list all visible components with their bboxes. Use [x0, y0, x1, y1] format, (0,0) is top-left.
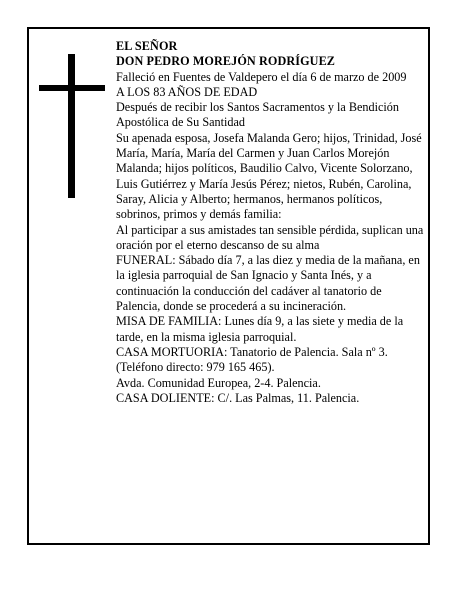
cross-vertical-bar [68, 54, 75, 198]
mortuary-details: CASA MORTUORIA: Tanatorio de Palencia. Sala nº 3. (Teléfono directo: 979 165 465). [116, 344, 388, 375]
obituary-text [116, 39, 428, 406]
age-line: A LOS 83 AÑOS DE EDAD [116, 84, 258, 99]
sacraments-line: Después de recibir los Santos Sacramentos y la Bendición Apostólica de Su Santidad [116, 100, 399, 130]
deceased-name: DON PEDRO MOREJÓN RODRÍGUEZ [116, 54, 336, 69]
cross-horizontal-bar [39, 85, 105, 91]
family-list: Su apenada esposa, Josefa Malanda Gero; hijos, Trinidad, José María, María, María del Carmen y Juan Carlos Morejón Malanda; hijos políticos, Baudilio Calvo, Vicente Solorzano, Luis Gutiérrez y María Jesús Pérez; nietos, Rubén, Carolina, Saray, Alicia y Alberto; hermanos, hermanos políticos, sobrinos, primos y demás familia: [116, 130, 422, 222]
residence-details: CASA DOLIENTE: C/. Las Palmas, 11. Palencia. [116, 390, 360, 405]
prayer-request: Al participar a sus amistades tan sensible pérdida, suplican una oración por el eterno descanso de su alma [116, 222, 424, 252]
funeral-details: FUNERAL: Sábado día 7, a las diez y media de la mañana, en la iglesia parroquial de San Ignacio y Santa Inés, y a continuación la conducción del cadáver al tanatorio de Palencia, donde se procederá a su incineración. [116, 253, 420, 314]
latin-cross-icon [39, 54, 105, 198]
family-mass-details: MISA DE FAMILIA: Lunes día 9, a las siete y media de la tarde, en la misma iglesia parroquial. [116, 314, 404, 344]
obituary-notice [27, 27, 430, 545]
mortuary-address: Avda. Comunidad Europea, 2-4. Palencia. [116, 375, 321, 390]
death-notice: Falleció en Fuentes de Valdepero el día 6 de marzo de 2009 [116, 69, 407, 84]
title-line-1: EL SEÑOR [116, 39, 178, 53]
